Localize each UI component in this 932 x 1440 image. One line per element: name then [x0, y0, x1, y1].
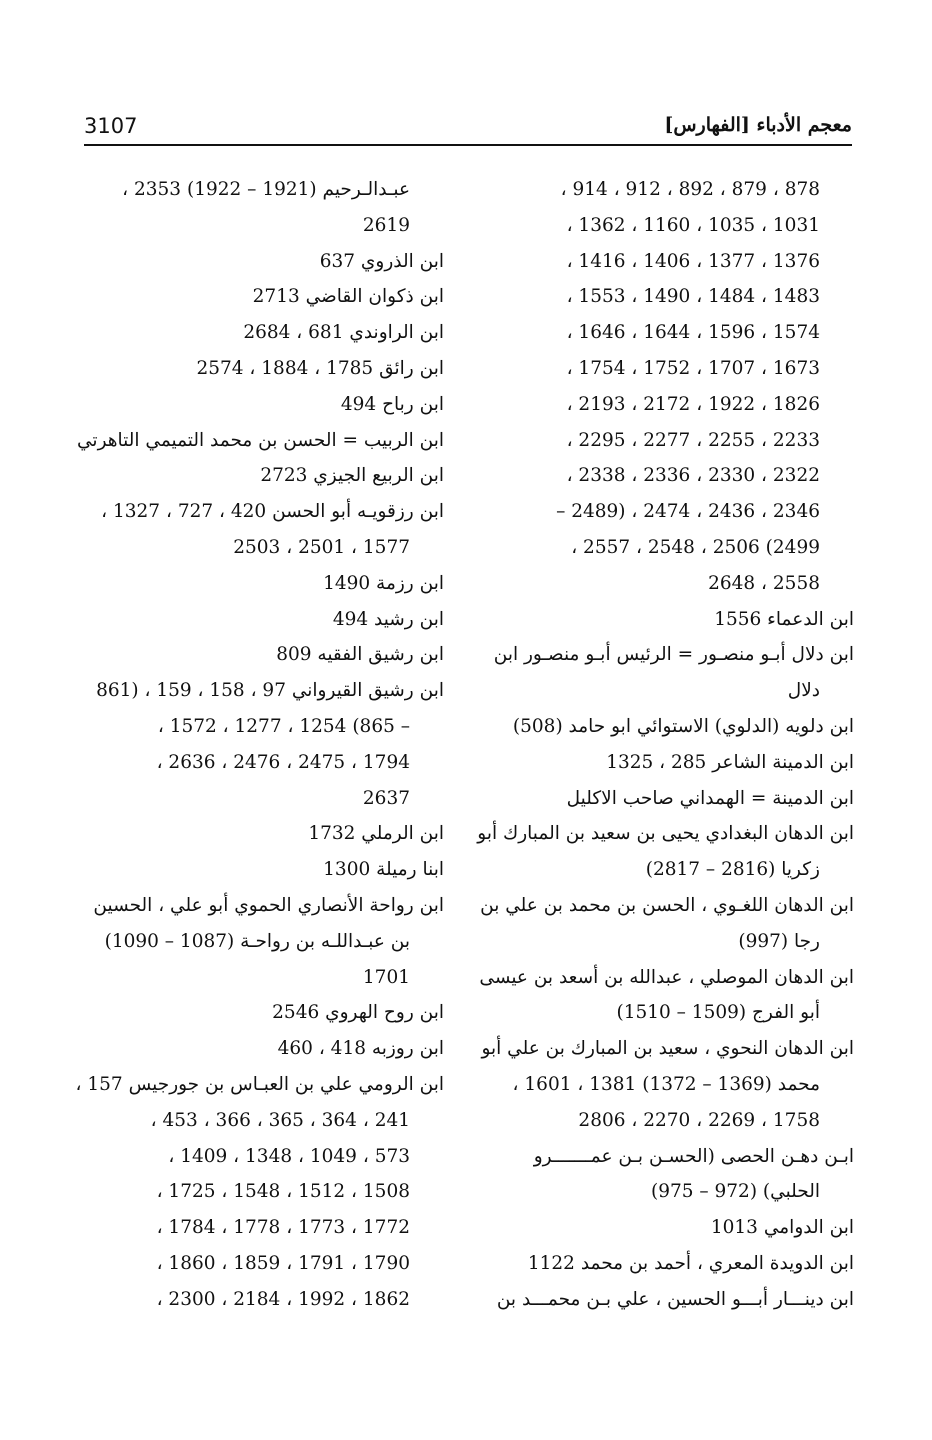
page-number: 3107 [84, 114, 138, 138]
index-entry: ابن الدوامي 1013 [710, 1217, 854, 1239]
index-entry: ابن الراوندي 681 ، 2684 [243, 322, 444, 344]
index-entry: ابن رزقويـه أبو الحسن 420 ، 727 ، 1327 ، [101, 501, 444, 523]
index-entry: ابن الدهان اللغـوي ، الحسن بن محمد بن علي بن [480, 894, 854, 916]
index-entry: ابن روح الهروي 2546 [272, 1002, 444, 1024]
index-entry: ابن رواحة الأنصاري الحموي أبو علي ، الحسين [93, 894, 444, 916]
index-line-continuation: 1772 ، 1773 ، 1778 ، 1784 ، [156, 1217, 410, 1239]
index-line-continuation: 1758 ، 2269 ، 2270 ، 2806 [578, 1109, 820, 1131]
index-line-continuation: 1673 ، 1707 ، 1752 ، 1754 ، [566, 357, 820, 379]
book-title: معجم الأدباء [الفهارس] [664, 114, 852, 136]
index-entry: ابن الدمينة = الهمداني صاحب الاكليل [566, 787, 854, 809]
index-entry: ابن الربيب = الحسن بن محمد التميمي التاهرتي [77, 429, 444, 451]
index-line-continuation: 1483 ، 1484 ، 1490 ، 1553 ، [566, 286, 820, 308]
index-column-left [75, 172, 444, 1318]
page-header [84, 110, 852, 146]
index-line-continuation: عبـدالـرحيم (1921 – 1922) 2353 ، [122, 179, 410, 200]
index-line-continuation: 1794 ، 2475 ، 2476 ، 2636 ، [156, 751, 410, 773]
index-line-continuation: – 865) 1254 ، 1277 ، 1572 ، [157, 715, 410, 737]
index-line-continuation: دلال [787, 680, 820, 702]
index-entry: ابن ذكوان القاضي 2713 [252, 286, 444, 308]
index-line-continuation: 1574 ، 1596 ، 1644 ، 1646 ، [566, 322, 820, 344]
index-entry: ابن رزمة 1490 [323, 572, 444, 594]
index-entry: ابن الدهان النحوي ، سعيد بن المبارك بن علي أبو [481, 1038, 854, 1060]
index-line-continuation: أبو الفرج (1509 – 1510) [616, 1002, 820, 1024]
index-line-continuation: 2346 ، 2436 ، 2474 ، (2489 – [556, 501, 820, 523]
index-line-continuation: 1031 ، 1035 ، 1160 ، 1362 ، [566, 214, 820, 236]
index-entry: ابن الدهان الموصلي ، عبدالله بن أسعد بن عيسى [479, 966, 854, 988]
index-line-continuation: 573 ، 1049 ، 1348 ، 1409 ، [168, 1145, 410, 1167]
index-entry: ابن دلويه (الدلوي) الاستوائي ابو حامد (508) [512, 715, 854, 737]
index-line-continuation: الحلبي) (972 – 975) [650, 1181, 820, 1203]
index-entry: ابن الدهان البغدادي يحيى بن سعيد بن المبارك أبو [477, 823, 854, 845]
index-line-continuation: 2233 ، 2255 ، 2277 ، 2295 ، [566, 429, 820, 451]
index-entry: ابن الربيع الجيزي 2723 [260, 465, 444, 487]
index-line-continuation: 1862 ، 1992 ، 2184 ، 2300 ، [156, 1288, 410, 1310]
index-line-continuation: رجا (997) [738, 930, 820, 952]
index-entry: ابن الرومي علي بن العبـاس بن جورجيس 157 ، [75, 1073, 444, 1095]
index-entry: ابن روزبه 418 ، 460 [277, 1038, 444, 1060]
index-entry: ابنا رميلة 1300 [323, 859, 444, 881]
index-line-continuation: 2637 [362, 787, 410, 809]
index-line-continuation: 1508 ، 1512 ، 1548 ، 1725 ، [156, 1181, 410, 1203]
index-line-continuation: بن عبـداللـه بن رواحـة (1087 – 1090) [104, 930, 410, 952]
index-line-continuation: 1376 ، 1377 ، 1406 ، 1416 ، [566, 250, 820, 272]
index-entry: ابن رائق 1785 ، 1884 ، 2574 [196, 357, 444, 379]
index-entry: ابـن دهـن الحصى (الحسـن بـن عمـــــــرو [533, 1145, 854, 1167]
index-entry: ابن رشيق القيرواني 97 ، 158 ، 159 ، (861 [96, 680, 444, 702]
index-line-continuation: زكريا (2816 – 2817) [645, 859, 820, 881]
index-line-continuation: 1826 ، 1922 ، 2172 ، 2193 ، [566, 393, 820, 415]
index-line-continuation: 1790 ، 1791 ، 1859 ، 1860 ، [156, 1252, 410, 1274]
index-entry: ابن الدويدة المعري ، أحمد بن محمد 1122 [527, 1252, 854, 1274]
index-entry: ابن رشيد 494 [332, 608, 444, 630]
index-line-continuation: 241 ، 364 ، 365 ، 366 ، 453 ، [150, 1109, 410, 1131]
index-entry: ابن الذروي 637 [319, 250, 444, 272]
index-entry: ابن دلال أبـو منصـور = الرئيس أبـو منصـور ابن [493, 644, 854, 666]
index-line-continuation: 2619 [362, 214, 410, 236]
index-entry: ابن الدعماء 1556 [714, 608, 854, 630]
index-entry: ابن دينـــار أبـــو الحسين ، علي بـن محمـــد بن [496, 1288, 854, 1310]
index-line-continuation: محمد (1369 – 1372) 1381 ، 1601 ، [512, 1073, 820, 1095]
index-column-right [477, 172, 854, 1318]
index-line-continuation: 2558 ، 2648 [708, 572, 820, 594]
index-entry: ابن رشيق الفقيه 809 [276, 644, 444, 666]
index-entry: ابن الرملي 1732 [308, 823, 444, 845]
index-line-continuation: 2322 ، 2330 ، 2336 ، 2338 ، [566, 465, 820, 487]
index-entry: ابن رباح 494 [340, 393, 444, 415]
index-line-continuation: 1577 ، 2501 ، 2503 [233, 536, 410, 558]
index-line-continuation: 1701 [362, 966, 410, 988]
index-entry: ابن الدمينة الشاعر 285 ، 1325 [606, 751, 854, 773]
index-line-continuation: 2499) 2506 ، 2548 ، 2557 ، [571, 536, 820, 558]
index-line-continuation: 878 ، 879 ، 892 ، 912 ، 914 ، [560, 179, 820, 200]
